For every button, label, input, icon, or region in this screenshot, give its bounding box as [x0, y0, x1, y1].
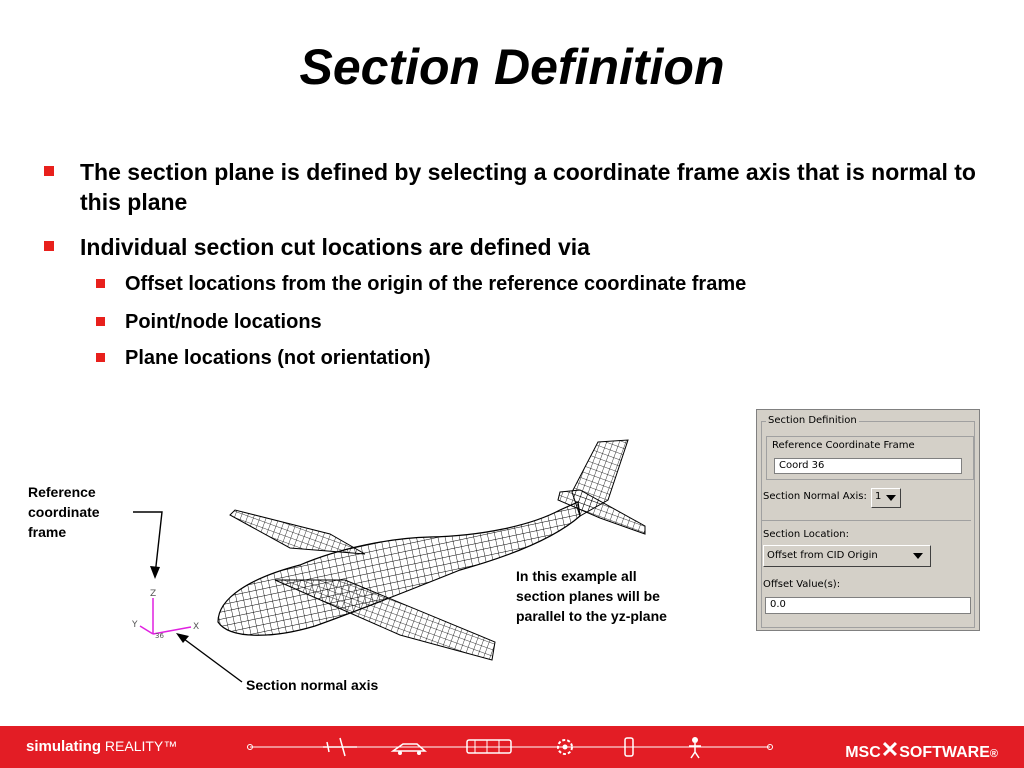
- logo-software: SOFTWARE: [899, 744, 990, 761]
- section-location-select[interactable]: [763, 545, 931, 567]
- reference-frame-leader: [133, 512, 162, 575]
- axis-label-z: Z: [150, 589, 157, 599]
- subbullet-point-node: [125, 309, 985, 335]
- airplane-wireframe-figure: [100, 430, 660, 705]
- bullet-marker: [96, 353, 105, 362]
- bullet-marker: [44, 166, 54, 176]
- left-wing: [230, 510, 365, 554]
- airplane-icon: [323, 738, 357, 756]
- reference-frame-arrowhead: [150, 566, 160, 579]
- frame-id-label: 36: [155, 632, 164, 640]
- section-normal-axis-label: Section Normal Axis:: [763, 491, 867, 502]
- footer-bar: [0, 726, 1024, 768]
- bullet-text: Individual section cut locations are defined via: [80, 234, 590, 260]
- axis-label-y: Y: [132, 620, 138, 630]
- chevron-down-icon: [886, 495, 896, 501]
- brand-tagline-rest: REALITY™: [104, 738, 178, 754]
- logo-x-icon: ✕: [880, 737, 900, 762]
- subbullet-text: Offset locations from the origin of the reference coordinate frame: [125, 273, 747, 295]
- car-icon: [393, 744, 425, 755]
- bullet-cut-locations: [80, 232, 980, 262]
- subbullet-text: Point/node locations: [125, 311, 322, 333]
- bullet-section-plane: [80, 157, 980, 217]
- section-definition-panel: [756, 409, 980, 631]
- axis-label-x: X: [193, 622, 200, 632]
- bullet-text: The section plane is defined by selecting a coordinate frame axis that is normal to this plane: [80, 159, 976, 215]
- offset-values-label: Offset Value(s):: [763, 579, 841, 590]
- section-definition-group-title: Section Definition: [768, 415, 857, 426]
- section-location-label: Section Location:: [763, 529, 849, 540]
- logo-registered-mark: ®: [989, 748, 998, 760]
- subbullet-text: Plane locations (not orientation): [125, 347, 431, 369]
- normal-axis-leader: [180, 636, 242, 682]
- offset-values-input[interactable]: 0.0: [765, 597, 971, 614]
- y-axis: [140, 626, 153, 634]
- section-normal-axis-select[interactable]: [871, 488, 901, 508]
- bullet-marker: [96, 317, 105, 326]
- subbullet-plane: [125, 345, 985, 371]
- industry-icons-strip: [245, 732, 775, 762]
- section-normal-axis-value: 1: [875, 491, 882, 502]
- chevron-down-icon: [913, 553, 923, 559]
- divider: [761, 520, 971, 521]
- section-normal-axis-annotation: Section normal axis: [246, 677, 379, 693]
- slide-title: Section Definition: [299, 39, 725, 95]
- brand-tagline-bold: simulating: [26, 738, 102, 755]
- reference-frame-input[interactable]: Coord 36: [774, 458, 962, 474]
- reference-frame-label: Reference Coordinate Frame: [772, 440, 915, 451]
- brand-tagline: [26, 738, 177, 755]
- example-annotation: In this example all section planes will be parallel to the yz-plane: [516, 568, 667, 624]
- bullet-marker: [44, 241, 54, 251]
- section-location-value: Offset from CID Origin: [767, 550, 878, 561]
- logo-msc: MSC: [845, 744, 881, 761]
- reference-frame-annotation: Reference coordinate frame: [28, 484, 100, 540]
- subbullet-offset: [125, 271, 985, 297]
- msc-software-logo: [845, 737, 998, 763]
- bullet-marker: [96, 279, 105, 288]
